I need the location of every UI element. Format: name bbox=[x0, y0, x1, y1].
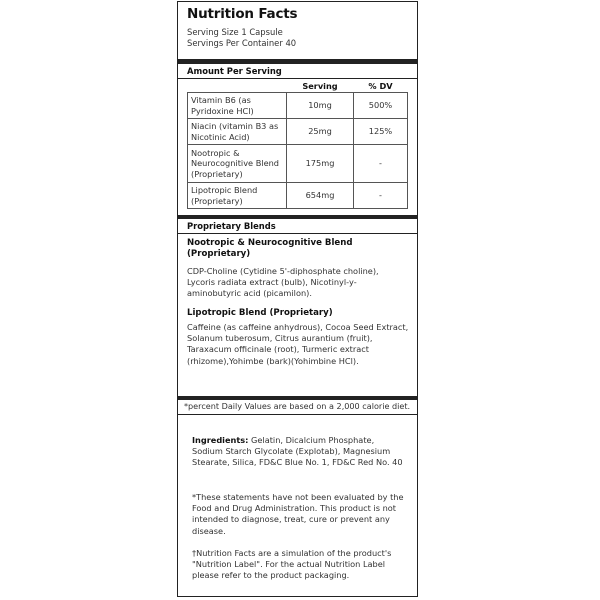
nutrition-facts-panel bbox=[177, 1, 418, 597]
nutrient-dv: 125% bbox=[354, 119, 408, 145]
nutrient-dv: - bbox=[354, 183, 408, 209]
nutrient-dv: 500% bbox=[354, 93, 408, 119]
nutrient-amount: 654mg bbox=[287, 183, 354, 209]
nutrient-amount: 175mg bbox=[287, 145, 354, 183]
thick-divider bbox=[178, 215, 417, 219]
blend-ingredients: Caffeine (as caffeine anhydrous), Cocoa Seed Extract, Solanum tuberosum, Citrus aurantium (fruit), Taraxacum officinale (root), Turmeric extract (rhizome),Yohimbe (bark)(Yohimbine HCl). bbox=[187, 322, 409, 366]
table-row bbox=[188, 119, 408, 145]
blend-name: Lipotropic Blend (Proprietary) bbox=[187, 308, 333, 318]
thick-divider bbox=[178, 396, 417, 400]
ingredients-block bbox=[192, 435, 404, 469]
serving-size: Serving Size 1 Capsule bbox=[187, 27, 283, 37]
nutrient-amount: 10mg bbox=[287, 93, 354, 119]
divider bbox=[178, 78, 417, 79]
blend-ingredients: CDP-Choline (Cytidine 5'-diphosphate choline), Lycoris radiata extract (bulb), Nicotinyl-y-aminobutyric acid (picamilon). bbox=[187, 266, 379, 299]
divider bbox=[178, 414, 417, 415]
divider bbox=[178, 233, 417, 234]
fda-disclaimer: *These statements have not been evaluated by the Food and Drug Administration. This product is not intended to diagnose, treat, cure or prevent any disease. bbox=[192, 492, 404, 536]
thick-divider bbox=[178, 59, 417, 64]
nutrient-name: Vitamin B6 (as Pyridoxine HCl) bbox=[188, 93, 287, 119]
nutrient-amount: 25mg bbox=[287, 119, 354, 145]
amount-per-serving: Amount Per Serving bbox=[187, 66, 282, 76]
ingredients-label: Ingredients: bbox=[192, 435, 249, 445]
proprietary-blends-heading: Proprietary Blends bbox=[187, 221, 276, 231]
blend-name: Nootropic & Neurocognitive Blend (Proprietary) bbox=[187, 238, 353, 259]
label-title: Nutrition Facts bbox=[187, 6, 298, 22]
header-dv: % DV bbox=[368, 81, 393, 91]
daily-values-note: *percent Daily Values are based on a 2,000 calorie diet. bbox=[184, 401, 411, 411]
table-row bbox=[188, 145, 408, 183]
simulation-note: †Nutrition Facts are a simulation of the product's "Nutrition Label". For the actual Nutrition Label please refer to the product packaging. bbox=[192, 548, 392, 581]
nutrient-table bbox=[187, 80, 408, 209]
nutrient-name: Lipotropic Blend (Proprietary) bbox=[188, 183, 287, 209]
nutrient-name: Niacin (vitamin B3 as Nicotinic Acid) bbox=[188, 119, 287, 145]
nutrient-dv: - bbox=[354, 145, 408, 183]
servings-per-container: Servings Per Container 40 bbox=[187, 38, 297, 48]
header-serving: Serving bbox=[302, 81, 338, 91]
nutrient-name: Nootropic & Neurocognitive Blend (Proprietary) bbox=[188, 145, 287, 183]
table-row bbox=[188, 93, 408, 119]
table-row bbox=[188, 183, 408, 209]
ingredients-text: Gelatin, Dicalcium Phosphate, Sodium Starch Glycolate (Explotab), Magnesium Stearate, Silica, FD&C Blue No. 1, FD&C Red No. 40 bbox=[192, 435, 403, 468]
